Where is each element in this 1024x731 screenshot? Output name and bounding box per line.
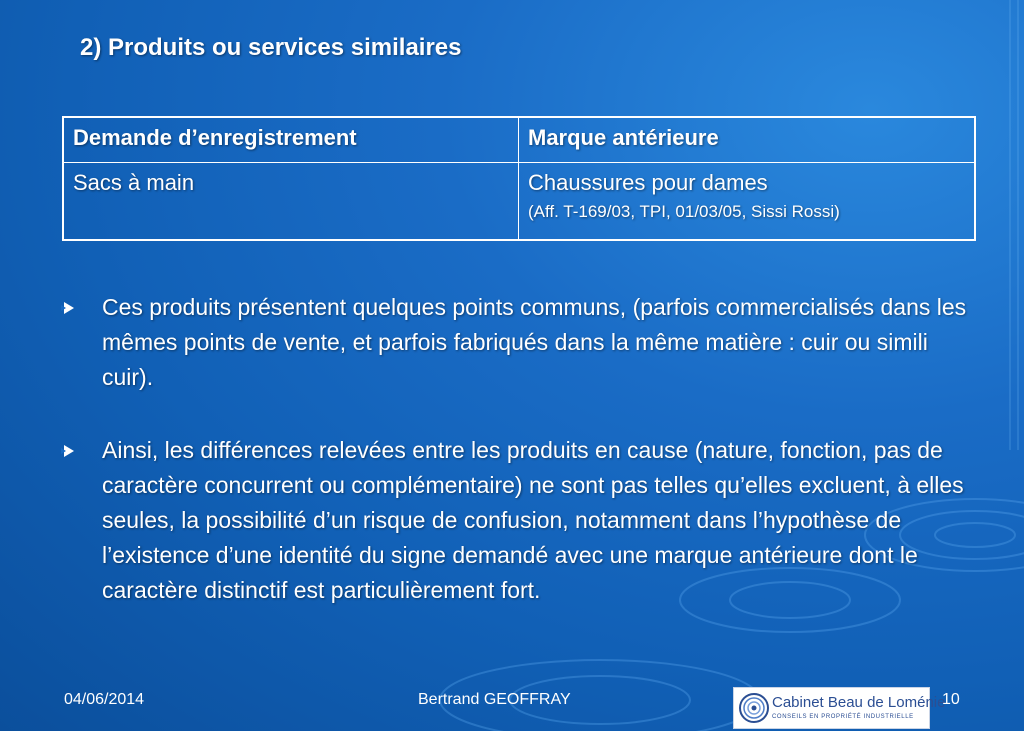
table-row [63, 163, 975, 241]
bullet-text: Ainsi, les différences relevées entre les produits en cause (nature, fonction, pas de caractère concurrent ou complémentaire) ne sont pas telles qu’elles excluent, à elles seules, la possibilité d’un risque de confusion, notamment dans l’hypothèse de l’existence d’une identité du signe demandé avec une marque antérieure dont le caractère distinctif est particulièrement fort. [102, 437, 964, 603]
cell-prior-mark-goods [519, 163, 976, 241]
logo-name: Cabinet Beau de Loménie [772, 694, 946, 711]
slide-title: 2) Produits ou services similaires [80, 34, 462, 61]
header-prior-mark: Marque antérieure [519, 117, 976, 163]
case-reference: (Aff. T-169/03, TPI, 01/03/05, Sissi Rossi) [528, 202, 840, 221]
bullet-item [62, 290, 982, 395]
header-application: Demande d’enregistrement [63, 117, 519, 163]
arrow-bullet-icon [64, 445, 74, 457]
bullet-text: Ces produits présentent quelques points communs, (parfois commercialisés dans les mêmes points de vente, et parfois fabriqués dans la même matière : cuir ou simili cuir). [102, 294, 967, 390]
prior-mark-goods-text: Chaussures pour dames [528, 170, 768, 195]
footer-author: Bertrand GEOFFRAY [418, 691, 571, 708]
cell-application-goods: Sacs à main [63, 163, 519, 241]
footer-date: 04/06/2014 [64, 691, 145, 708]
company-logo [733, 687, 946, 729]
page-number: 10 [942, 691, 960, 708]
arrow-bullet-icon [64, 302, 74, 314]
bullet-item [62, 433, 982, 608]
logo-tagline: CONSEILS EN PROPRIÉTÉ INDUSTRIELLE [772, 714, 914, 720]
swirl-logo-icon [738, 691, 770, 725]
table-header-row [63, 117, 975, 163]
bullet-list [62, 290, 982, 608]
comparison-table [62, 116, 976, 241]
